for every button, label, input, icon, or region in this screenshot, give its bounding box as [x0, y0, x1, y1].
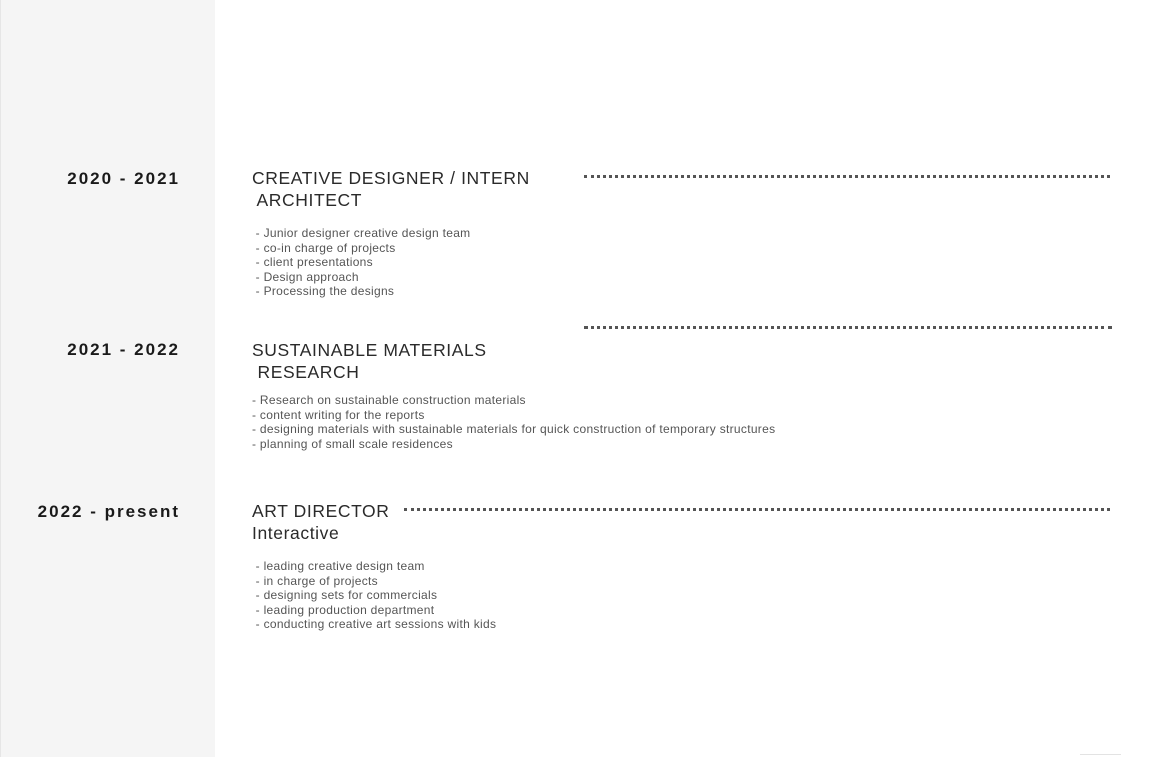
description-line: - client presentations — [252, 255, 373, 270]
dotted-divider — [404, 508, 1110, 511]
entry-title — [252, 167, 530, 211]
description-line: - content writing for the reports — [252, 407, 425, 422]
scroll-edge-mark — [1080, 754, 1121, 755]
entry-title-line1: ART DIRECTOR — [252, 501, 390, 521]
entry-years: 2020 - 2021 — [67, 169, 180, 188]
description-line: - Research on sustainable construction materials — [252, 393, 526, 407]
description-line: - designing materials with sustainable materials for quick construction of temporary structures — [252, 422, 776, 437]
dotted-divider — [584, 326, 1112, 329]
description-line: - Design approach — [252, 269, 359, 284]
entry-title — [252, 339, 487, 383]
entry-years: 2022 - present — [37, 502, 180, 521]
entry-title-line1: CREATIVE DESIGNER / INTERN — [252, 168, 530, 188]
description-line: - co-in charge of projects — [252, 240, 396, 255]
description-line: - Processing the designs — [252, 284, 395, 299]
description-line: - conducting creative art sessions with kids — [252, 617, 497, 632]
description-line: - leading creative design team — [252, 559, 425, 573]
entry-title-line2: RESEARCH — [252, 362, 360, 382]
entry-title-line1: SUSTAINABLE MATERIALS — [252, 340, 487, 360]
description-line: - leading production department — [252, 602, 435, 617]
description-line: - in charge of projects — [252, 573, 378, 588]
entry-description — [252, 226, 470, 299]
description-line: - designing sets for commercials — [252, 588, 438, 603]
entry-title-line2: ARCHITECT — [252, 190, 363, 210]
dotted-divider — [584, 175, 1110, 178]
entry-title — [252, 500, 390, 544]
description-line: - Junior designer creative design team — [252, 226, 471, 240]
description-line: - planning of small scale residences — [252, 436, 453, 451]
entry-description — [252, 393, 775, 451]
entry-description — [252, 559, 496, 632]
timeline-sidebar — [0, 0, 215, 757]
entry-years: 2021 - 2022 — [67, 340, 180, 359]
entry-title-line2: Interactive — [252, 523, 340, 543]
